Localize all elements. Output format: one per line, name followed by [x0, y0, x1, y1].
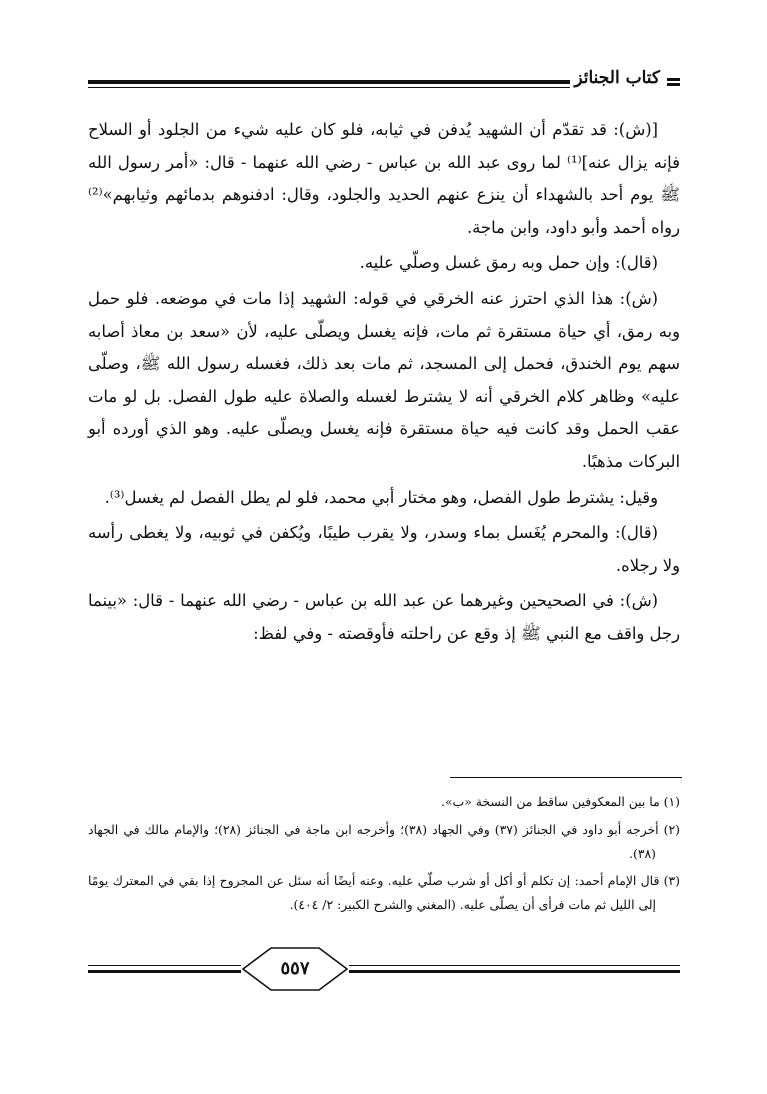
footer-rule-left-thin — [88, 965, 241, 966]
paragraph: (ش): في الصحيحين وغيرهما عن عبد الله بن عباس - رضي الله عنهما - قال: «بينما رجل واقف مع النبي ﷺ إذ وقع عن راحلته فأوقصته - وفي لفظ: — [88, 591, 680, 643]
footer-rule-left-thick — [88, 970, 241, 973]
footnote: (٣) قال الإمام أحمد: إن تكلم أو أكل أو شرب صلّي عليه. وعنه أيضًا أنه سئل عن المجروح إذا بقي في المعترك يومًا إلى الليل ثم مات فرأى أن يصلّى عليه. (المغني والشرح الكبير: ٢/ ٤٠٤). — [88, 872, 680, 912]
main-text — [88, 114, 680, 654]
footnote: (٢) أخرجه أبو داود في الجنائز (٣٧) وفي الجهاد (٣٨)؛ وأخرجه ابن ماجة في الجنائز (٢٨)؛ والإمام مالك في الجهاد (٣٨). — [88, 821, 680, 861]
footnote-separator — [450, 777, 682, 778]
paragraph: (قال): وإن حمل وبه رمق غسل وصلّي عليه. — [359, 253, 658, 273]
paragraph: [(ش): قد تقدّم أن الشهيد يُدفن في ثيابه، فلو كان عليه شيء من الجلود أو السلاح فإنه يزال عنه]⁽¹⁾ لما روى عبد الله بن عباس - رضي الله عنهما - قال: «أمر رسول الله ﷺ يوم أحد بالشهداء أن ينزع عنهم الحديد والجلود، وقال: ادفنوهم بدمائهم وثيابهم»⁽²⁾ رواه أحمد وأبو داود، وابن ماجة. — [88, 120, 680, 237]
header-ornament-bars — [667, 78, 680, 86]
footnotes — [88, 790, 680, 921]
chapter-title: كتاب الجنائز — [574, 68, 660, 88]
paragraph: (قال): والمحرم يُغَسل بماء وسدر، ولا يقرب طيبًا، ويُكفن في ثوبيه، ولا يغطى رأسه ولا رجلاه. — [88, 523, 680, 575]
header-rule-thick — [88, 80, 570, 84]
footer-rule-right-thick — [349, 970, 680, 973]
footnote: (١) ما بين المعكوفين ساقط من النسخة «ب». — [441, 794, 680, 809]
page-footer — [88, 946, 680, 992]
page-number: ٥٥٧ — [280, 958, 310, 979]
header-rule-thin — [88, 87, 570, 88]
footer-rule-right-thin — [349, 965, 680, 966]
paragraph: (ش): هذا الذي احترز عنه الخرقي في قوله: الشهيد إذا مات في موضعه. فلو حمل وبه رمق، أي حياة مستقرة ثم مات، فإنه يغسل ويصلّى عليه، لأن «سعد بن معاذ أصابه سهم يوم الخندق، فحمل إلى المسجد، ثم مات بعد ذلك، فغسله رسول الله ﷺ، وصلّى عليه» وظاهر كلام الخرقي أنه لا يشترط لغسله والصلاة عليه طول الفصل. بل لو مات عقب الحمل وقد كانت فيه حياة مستقرة فإنه يغسل ويصلّى عليه. وهو الذي أورده أبو البركات مذهبًا. — [88, 288, 680, 471]
paragraph: وقيل: يشترط طول الفصل، وهو مختار أبي محمد، فلو لم يطل الفصل لم يغسل⁽³⁾. — [104, 487, 658, 507]
running-header — [88, 66, 680, 100]
